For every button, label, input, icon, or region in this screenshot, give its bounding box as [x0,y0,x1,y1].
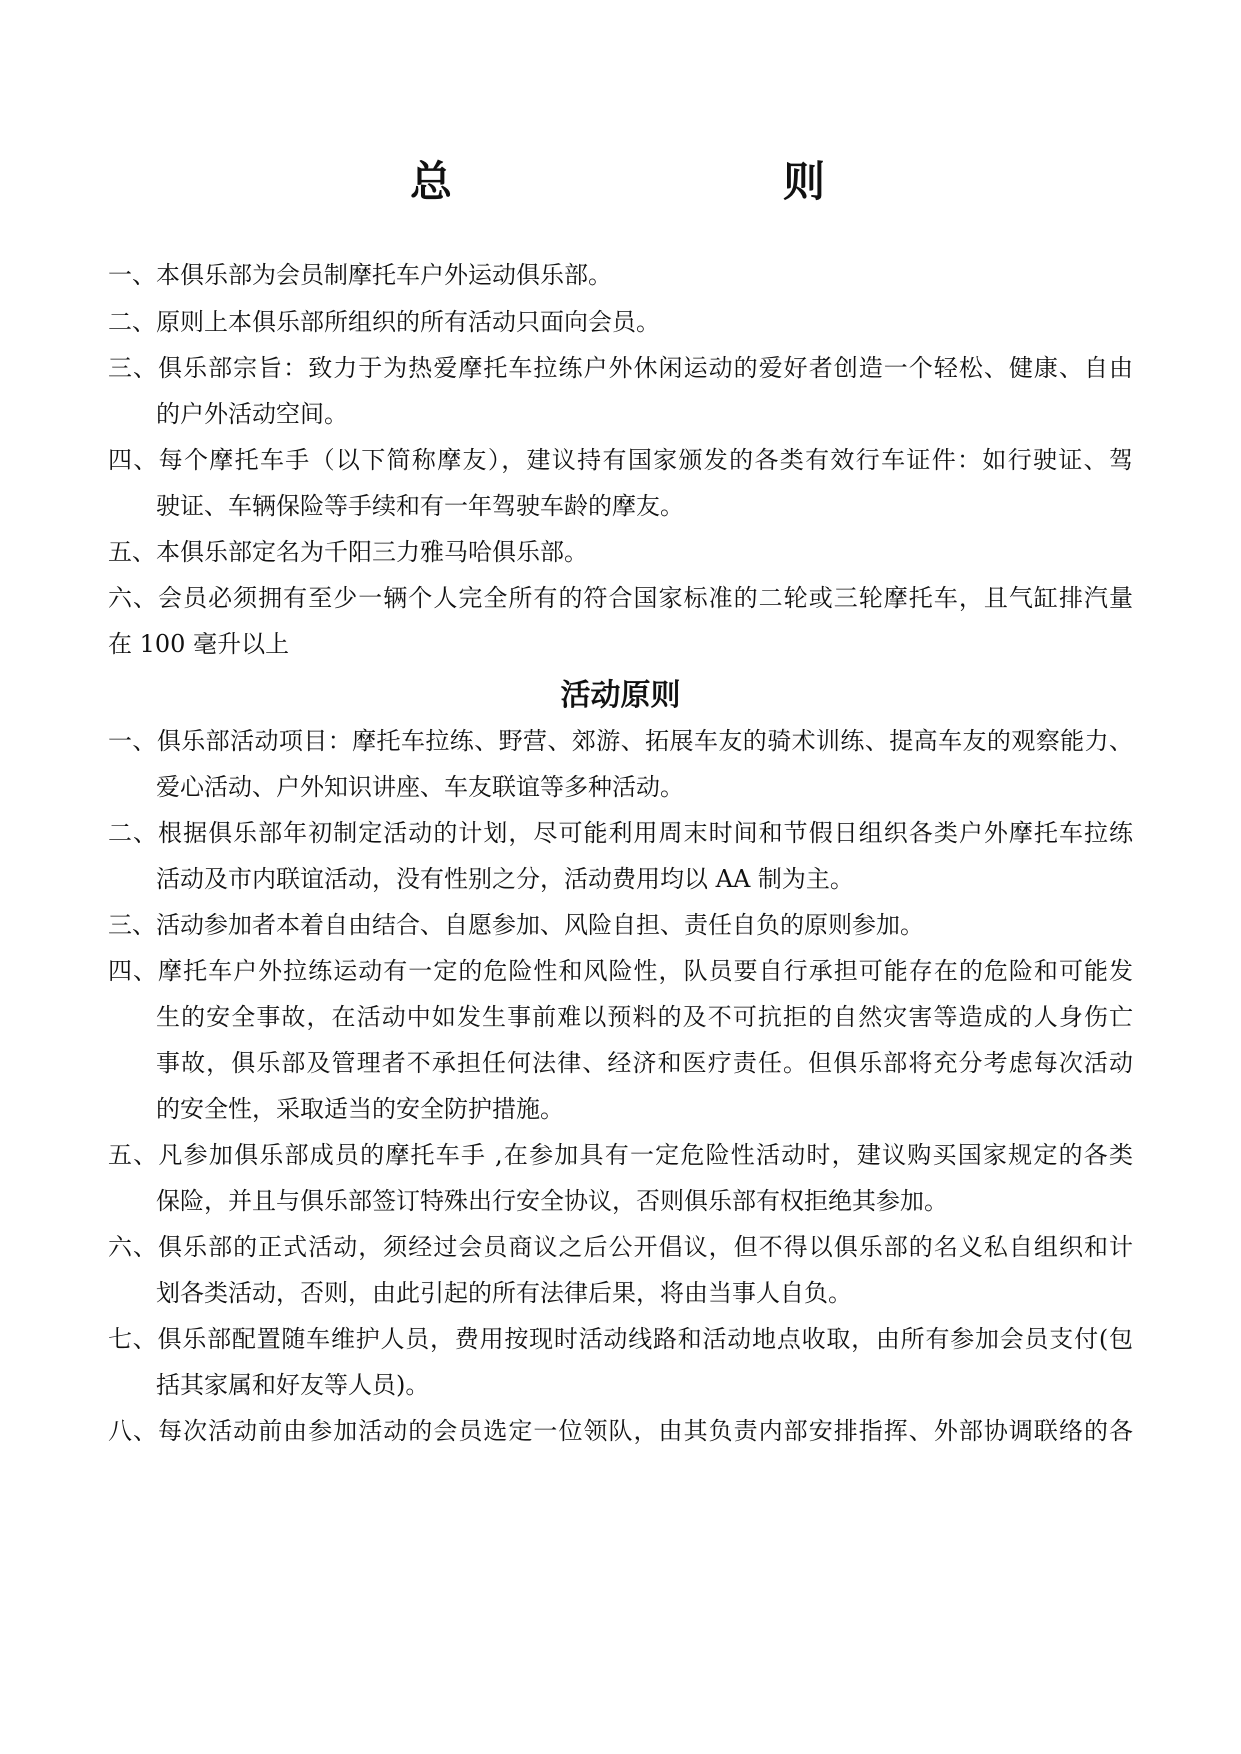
general-rule-2: 二、原则上本俱乐部所组织的所有活动只面向会员。 [108,308,660,336]
activity-rule-1-line-2: 爱心活动、户外知识讲座、车友联谊等多种活动。 [156,773,684,801]
activity-rule-2-line-1: 二、根据俱乐部年初制定活动的计划，尽可能利用周末时间和节假日组织各类户外摩托车拉练 [108,819,1133,847]
activity-rule-3: 三、活动参加者本着自由结合、自愿参加、风险自担、责任自负的原则参加。 [108,911,924,939]
page-title [0,152,1241,212]
activity-section-title: 活动原则 [560,678,681,713]
activity-rule-4-line-3: 事故，俱乐部及管理者不承担任何法律、经济和医疗责任。但俱乐部将充分考虑每次活动 [156,1049,1133,1077]
general-rule-6-line-2: 在 100 毫升以上 [108,630,290,658]
activity-rule-8-line-1: 八、每次活动前由参加活动的会员选定一位领队，由其负责内部安排指挥、外部协调联络的各 [108,1417,1133,1445]
activity-rule-7-line-1: 七、俱乐部配置随车维护人员，费用按现时活动线路和活动地点收取，由所有参加会员支付(包 [108,1325,1133,1353]
activity-rule-5-line-2: 保险，并且与俱乐部签订特殊出行安全协议，否则俱乐部有权拒绝其参加。 [156,1187,948,1215]
page-title-part-1: 总 [410,157,453,206]
activity-rule-5-line-1: 五、凡参加俱乐部成员的摩托车手 ,在参加具有一定危险性活动时，建议购买国家规定的各类 [108,1141,1133,1169]
activity-rule-2-line-2: 活动及市内联谊活动，没有性别之分，活动费用均以 AA 制为主。 [156,865,854,893]
general-rule-4-line-2: 驶证、车辆保险等手续和有一年驾驶车龄的摩友。 [156,492,684,520]
activity-rule-1-line-1: 一、俱乐部活动项目：摩托车拉练、野营、郊游、拓展车友的骑术训练、提高车友的观察能力、 [108,727,1133,755]
activity-rule-4-line-4: 的安全性，采取适当的安全防护措施。 [156,1095,564,1123]
activity-rule-4-line-1: 四、摩托车户外拉练运动有一定的危险性和风险性，队员要自行承担可能存在的危险和可能发 [108,957,1133,985]
activity-rule-6-line-2: 划各类活动，否则，由此引起的所有法律后果，将由当事人自负。 [156,1279,852,1307]
activity-rule-7-line-2: 括其家属和好友等人员)。 [156,1371,430,1399]
general-rule-1: 一、本俱乐部为会员制摩托车户外运动俱乐部。 [108,261,612,289]
page-title-part-2: 则 [783,157,826,206]
general-rule-5: 五、本俱乐部定名为千阳三力雅马哈俱乐部。 [108,538,588,566]
general-rule-3-line-2: 的户外活动空间。 [156,400,348,428]
general-rule-6-line-1: 六、会员必须拥有至少一辆个人完全所有的符合国家标准的二轮或三轮摩托车，且气缸排汽量 [108,584,1133,612]
activity-rule-4-line-2: 生的安全事故，在活动中如发生事前难以预料的及不可抗拒的自然灾害等造成的人身伤亡 [156,1003,1133,1031]
activity-rule-6-line-1: 六、俱乐部的正式活动，须经过会员商议之后公开倡议，但不得以俱乐部的名义私自组织和计 [108,1233,1133,1261]
general-rule-4-line-1: 四、每个摩托车手（以下简称摩友），建议持有国家颁发的各类有效行车证件：如行驶证、驾 [108,446,1133,474]
general-rule-3-line-1: 三、俱乐部宗旨：致力于为热爱摩托车拉练户外休闲运动的爱好者创造一个轻松、健康、自由 [108,354,1133,382]
